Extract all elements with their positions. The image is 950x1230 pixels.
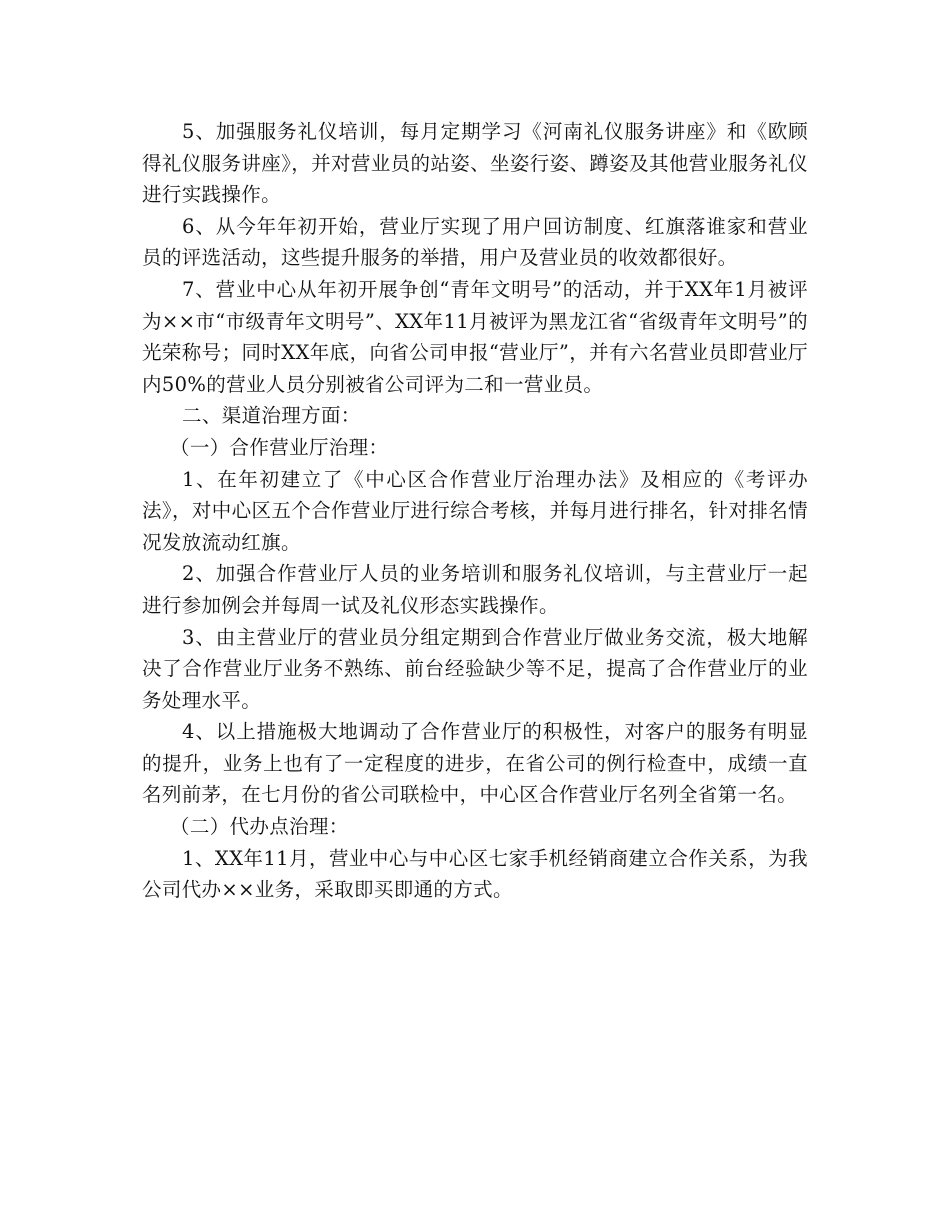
paragraph-dealer-partnership: 1、XX年11月，营业中心与中心区七家手机经销商建立合作关系，为我公司代办××业务，采取即买即通的方式。 [142, 846, 808, 902]
paragraph-user-follow-up: 6、从今年年初开始，营业厅实现了用户回访制度、红旗落谁家和营业员的评选活动，这些提升服务的举措，用户及营业员的收效都很好。 [142, 214, 808, 270]
document-body [142, 116, 808, 906]
paragraph-results: 4、以上措施极大地调动了合作营业厅的积极性，对客户的服务有明显的提升，业务上也有了一定程度的进步，在省公司的例行检查中，成绩一直名列前茅，在七月份的省公司联检中，中心区合作营业厅名列全省第一名。 [142, 720, 808, 807]
subsection-heading-cooperative-halls: （一）合作营业厅治理： [170, 435, 389, 459]
paragraph-management-measures: 1、在年初建立了《中心区合作营业厅治理办法》及相应的《考评办法》，对中心区五个合作营业厅进行综合考核，并每月进行排名，针对排名情况发放流动红旗。 [142, 467, 808, 554]
paragraph-service-etiquette-training: 5、加强服务礼仪培训，每月定期学习《河南礼仪服务讲座》和《欧顾得礼仪服务讲座》，并对营业员的站姿、坐姿行姿、蹲姿及其他营业服务礼仪进行实践操作。 [142, 120, 808, 207]
paragraph-youth-civilization-award: 7、营业中心从年初开展争创“青年文明号”的活动，并于XX年1月被评为××市“市级青年文明号”、XX年11月被评为黑龙江省“省级青年文明号”的光荣称号；同时XX年底，向省公司申报“营业厅”，并有六名营业员即营业厅内50%的营业人员分别被省公司评为二和一营业员。 [142, 277, 808, 396]
paragraph-business-exchange: 3、由主营业厅的营业员分组定期到合作营业厅做业务交流，极大地解决了合作营业厅业务不熟练、前台经验缺少等不足，提高了合作营业厅的业务处理水平。 [142, 625, 808, 712]
section-heading-channel-management: 二、渠道治理方面： [182, 404, 361, 428]
subsection-heading-agency-points: （二）代办点治理： [170, 815, 349, 839]
paragraph-staff-training: 2、加强合作营业厅人员的业务培训和服务礼仪培训，与主营业厅一起进行参加例会并每周一试及礼仪形态实践操作。 [142, 562, 808, 617]
